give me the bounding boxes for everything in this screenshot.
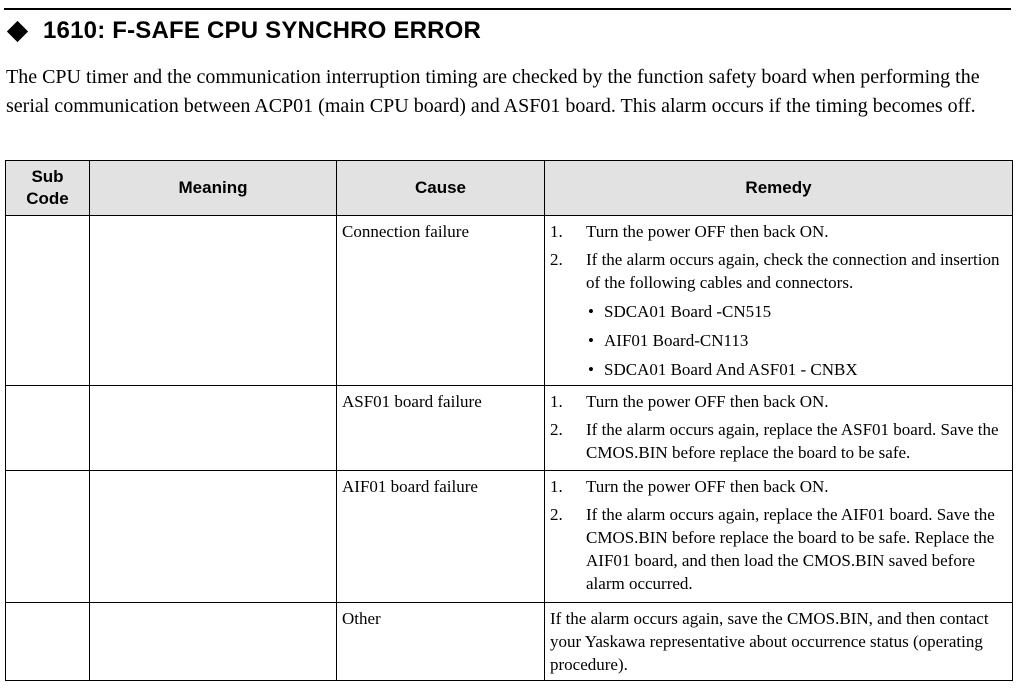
remedy-steps: [550, 390, 1007, 464]
section-heading: [4, 14, 481, 48]
remedy-cell: [545, 386, 1013, 471]
subcode-cell: [6, 603, 90, 681]
subcode-cell: [6, 386, 90, 471]
table-row: [6, 603, 1013, 681]
header-remedy: Remedy: [545, 161, 1013, 216]
cause-cell: ASF01 board failure: [337, 386, 545, 471]
cause-cell: AIF01 board failure: [337, 471, 545, 603]
remedy-step: [550, 220, 1007, 243]
step-number: 1.: [550, 392, 563, 411]
table-row: [6, 471, 1013, 603]
cause-cell: Connection failure: [337, 216, 545, 386]
header-subcode-line1: Sub: [31, 167, 64, 186]
step-number: 1.: [550, 477, 563, 496]
step-text: Turn the power OFF then back ON.: [586, 392, 829, 411]
connector-item: • SDCA01 Board And ASF01 - CNBX: [586, 358, 1007, 381]
table-row: [6, 216, 1013, 386]
remedy-cell: [545, 471, 1013, 603]
header-subcode-line2: Code: [26, 189, 69, 208]
header-meaning: Meaning: [90, 161, 337, 216]
step-number: 2.: [550, 420, 563, 439]
step-number: 2.: [550, 250, 563, 269]
remedy-step: [550, 248, 1007, 381]
remedy-step: [550, 390, 1007, 413]
top-rule: [4, 8, 1011, 10]
connector-item: • SDCA01 Board -CN515: [586, 300, 1007, 323]
remedy-step: [550, 503, 1007, 595]
header-cause: Cause: [337, 161, 545, 216]
table-header-row: [6, 161, 1013, 216]
connector-list: [586, 300, 1007, 381]
step-text: If the alarm occurs again, check the connection and insertion of the following cables and connectors.: [586, 250, 1000, 292]
step-number: 1.: [550, 222, 563, 241]
remedy-cell: [545, 216, 1013, 386]
meaning-cell: [90, 603, 337, 681]
step-number: 2.: [550, 505, 563, 524]
remedy-steps: [550, 220, 1007, 381]
step-text: Turn the power OFF then back ON.: [586, 477, 829, 496]
subcode-cell: [6, 471, 90, 603]
diamond-bullet-icon: [7, 20, 28, 41]
meaning-cell: [90, 216, 337, 386]
connector-item: • AIF01 Board-CN113: [586, 329, 1007, 352]
meaning-cell: [90, 471, 337, 603]
remedy-step: [550, 475, 1007, 498]
cause-cell: Other: [337, 603, 545, 681]
step-text: Turn the power OFF then back ON.: [586, 222, 829, 241]
header-subcode: [6, 161, 90, 216]
remedy-step: [550, 418, 1007, 464]
intro-paragraph: The CPU timer and the communication interruption timing are checked by the function safety board when performing the serial communication between ACP01 (main CPU board) and ASF01 board. This alarm occurs if the timing becomes off.: [6, 66, 980, 117]
page-title: 1610: F-SAFE CPU SYNCHRO ERROR: [43, 17, 482, 44]
table-row: [6, 386, 1013, 471]
remedy-steps: [550, 475, 1007, 595]
step-text: If the alarm occurs again, replace the AIF01 board. Save the CMOS.BIN before replace the board to be safe. Replace the AIF01 board, and then load the CMOS.BIN saved before alarm occurred.: [586, 505, 995, 593]
remedy-cell: If the alarm occurs again, save the CMOS.BIN, and then contact your Yaskawa representative about occurrence status (operating procedure).: [545, 603, 1013, 681]
step-text: If the alarm occurs again, replace the ASF01 board. Save the CMOS.BIN before replace the board to be safe.: [586, 420, 999, 462]
meaning-cell: [90, 386, 337, 471]
alarm-table: [5, 160, 1013, 681]
subcode-cell: [6, 216, 90, 386]
